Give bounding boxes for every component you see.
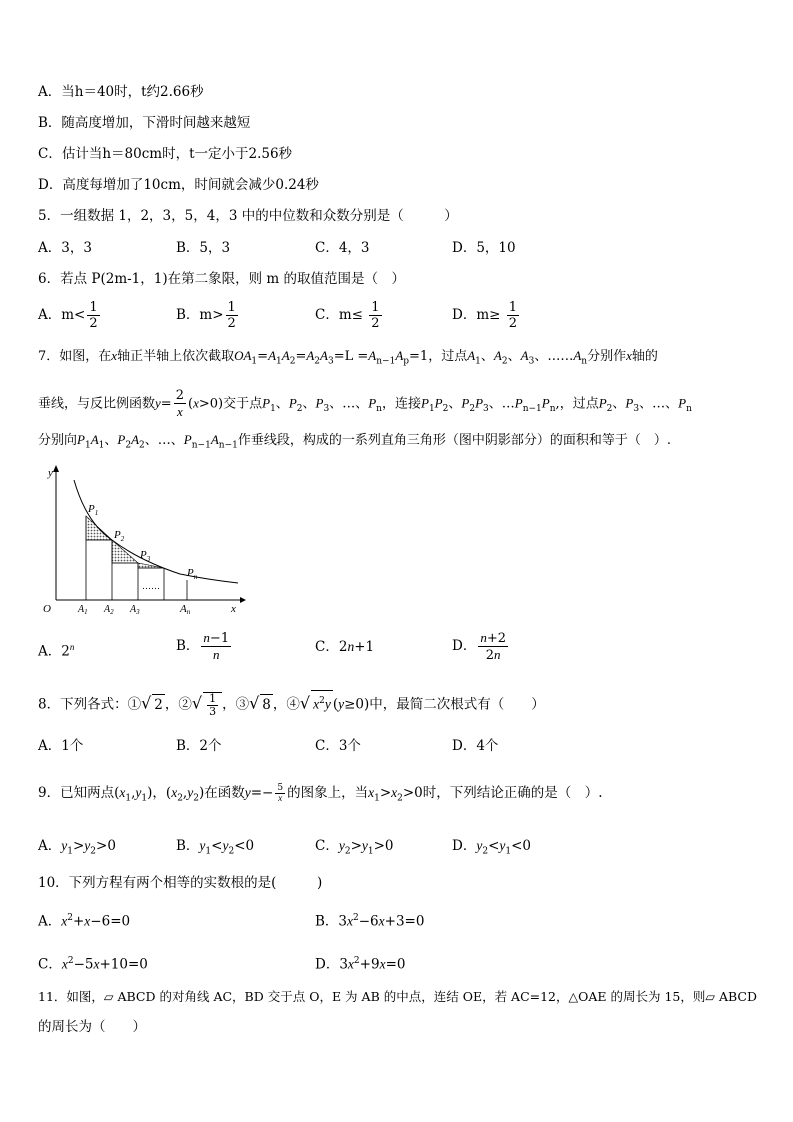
shaded-triangle-3	[138, 563, 164, 568]
q6-option-b: B．m> $\frac{1}{2}$	[176, 300, 236, 331]
q7-option-d: D． $\frac{n+2}{2n}$	[452, 630, 506, 663]
q5-option-c: C．4，3	[315, 240, 370, 256]
q7-line-2: 垂线，与反比例函数y= $\frac{2}{x}$ (x>0)交于点$P_1$、$P_2$、$P_3$、…、$P_n$，连接$P_1P_2$、$P_2P_3$、$\dots P_{n-1}P_n$,，过点$P_2$、$P_3$、…、$P_n$	[38, 388, 692, 419]
q5-option-a: A．3，3	[38, 240, 92, 256]
q9-option-c: C．$y_2>y_1>0$	[315, 838, 394, 857]
q4-option-c: C．估计当h＝80cm时，t一定小于2.56秒	[38, 146, 293, 162]
svg-text:An: An	[180, 603, 191, 616]
q8-stem: 8．下列各式：①√ 2 ，②√ $\frac{1}{3}$ ，③√ 8 ，④√ $x^2y$ (y≥0)中，最简二次根式有（ ）	[38, 691, 545, 718]
q7-option-a: A．2$^n$	[38, 642, 75, 660]
q7-line-1: 7．如图，在x轴正半轴上依次截取$OA_1=A_1A_2=A_2A_3=L =A_{n-1}A_p=1$，过点$A_1$、$A_2$、$A_3$、$\dots\dots A_n$分别作x轴的	[38, 348, 658, 367]
q8-option-a: A．1个	[38, 738, 84, 754]
q6-option-a: A．m< $\frac{1}{2}$	[38, 300, 98, 331]
origin-label: O	[43, 603, 51, 615]
q9-option-a: A．$y_1>y_2>0$	[38, 838, 116, 857]
q8-option-c: C．3个	[315, 738, 361, 754]
shaded-triangle-1	[86, 516, 112, 540]
svg-text:P3: $P_3$	[140, 549, 151, 563]
q7-option-c: C．2n+1	[315, 639, 375, 655]
fraction: $\frac{1}{2}$	[371, 300, 380, 331]
q6-option-d: D．m≥ $\frac{1}{2}$	[452, 300, 518, 331]
q4-option-b: B．随高度增加，下滑时间越来越短	[38, 115, 251, 131]
svg-text:……: ……	[142, 581, 160, 591]
q9-stem: 9．已知两点$(x_1,y_1)$，$(x_2,y_2)$在函数y=− $\frac{5}{x}$ 的图象上，当$x_1>x_2>0$时，下列结论正确的是（ ）.	[38, 782, 603, 804]
q10-stem: 10．下列方程有两个相等的实数根的是( )	[38, 875, 323, 891]
q4-option-d: D．高度每增加了10cm，时间就会减少0.24秒	[38, 177, 319, 193]
y-label: y	[48, 467, 53, 479]
x-axis-arrow	[240, 597, 246, 603]
y-axis-arrow	[53, 465, 59, 472]
svg-text:P1: $P_1$	[88, 503, 99, 517]
q10-option-d: D．$3x^2+9x=0$	[315, 956, 406, 973]
q7-option-b: B． $\frac{n-1}{n}$	[176, 630, 230, 662]
q7-figure	[30, 460, 250, 620]
q5-stem: 5．一组数据 1，2，3，5，4，3 中的中位数和众数分别是（ ）	[38, 208, 458, 224]
q6-option-c: C．m≤ $\frac{1}{2}$	[315, 300, 380, 331]
svg-text:A1: $A_1$	[78, 604, 88, 616]
q10-option-a: A．$x^2+x-6=0$	[38, 913, 131, 930]
q9-option-d: D．$y_2<y_1<0$	[452, 838, 532, 857]
q9-option-b: B．$y_1<y_2<0$	[176, 838, 255, 857]
fraction: $\frac{1}{2}$	[89, 300, 98, 331]
x-label: x	[231, 603, 236, 615]
svg-text:Pn: $P_n$	[187, 567, 198, 581]
q10-option-b: B．$3x^2-6x+3=0$	[315, 913, 425, 930]
q11-line-2: 的周长为（ ）	[38, 1019, 146, 1035]
svg-text:A2: $A_2$	[104, 604, 114, 616]
q5-option-d: D．5，10	[452, 240, 516, 256]
q8-option-b: B．2个	[176, 738, 222, 754]
q10-option-c: C．$x^2-5x+10=0$	[38, 956, 148, 973]
q8-option-d: D．4个	[452, 738, 499, 754]
q4-option-a: A．当h＝40时，t约2.66秒	[38, 84, 204, 100]
q11-line-1: 11．如图，▱ ABCD 的对角线 AC，BD 交于点 O，E 为 AB 的中点，连结 OE，若 AC=12，△OAE 的周长为 15，则▱ ABCD	[38, 989, 757, 1004]
q7-line-3: 分别向$P_1A_1$、$P_2A_2$、…、$P_{n-1}A_{n-1}$作垂线段，构成的一系列直角三角形（图中阴影部分）的面积和等于（ ）.	[38, 432, 671, 451]
svg-text:A3: $A_3$	[130, 604, 140, 616]
fraction: $\frac{1}{2}$	[508, 300, 518, 331]
fraction: $\frac{1}{2}$	[227, 300, 236, 331]
fraction: $\frac{2}{x}$	[175, 388, 184, 419]
svg-text:P2: $P_2$	[114, 529, 125, 543]
q5-option-b: B．5，3	[176, 240, 231, 256]
q6-stem: 6．若点 P(2m-1，1)在第二象限，则 m 的取值范围是（ ）	[38, 271, 406, 287]
